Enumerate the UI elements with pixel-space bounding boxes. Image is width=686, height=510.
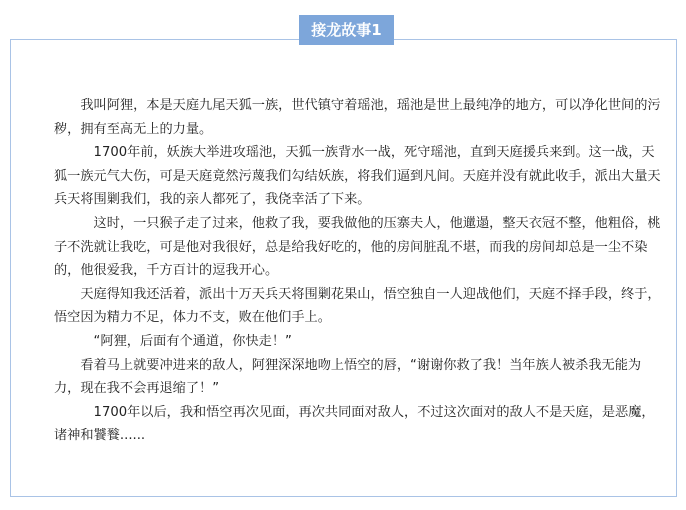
story-paragraph: 这时，一只猴子走了过来，他救了我，要我做他的压寨夫人，他邋遢，整天衣冠不整，他粗俗，桃子不洗就让我吃，可是他对我很好，总是给我好吃的，他的房间脏乱不堪，而我的房间却总是一尘不染的，他很爱我，千方百计的逗我开心。 — [54, 215, 661, 279]
story-body — [54, 94, 667, 448]
story-paragraph: 1700年前，妖族大举进攻瑶池，天狐一族背水一战，死守瑶池，直到天庭援兵来到。这一战，天狐一族元气大伤，可是天庭竟然污蔑我们勾结妖族，将我们逼到凡间。天庭并没有就此收手，派出大量天兵天将围剿我们，我的亲人都死了，我侥幸活了下来。 — [54, 145, 661, 208]
story-title: 接龙故事1 — [299, 15, 394, 45]
story-paragraph: 看着马上就要冲进来的敌人，阿狸深深地吻上悟空的唇，“谢谢你救了我！当年族人被杀我无能为力，现在我不会再退缩了！” — [54, 357, 642, 397]
story-paragraph: 1700年以后，我和悟空再次见面，再次共同面对敌人，不过这次面对的敌人不是天庭，是恶魔，诸神和饕餮...... — [54, 404, 655, 444]
story-paragraph: 天庭得知我还活着，派出十万天兵天将围剿花果山，悟空独自一人迎战他们，天庭不择手段，终于，悟空因为精力不足，体力不支，败在他们手上。 — [54, 286, 661, 326]
story-paragraph: 我叫阿狸，本是天庭九尾天狐一族，世代镇守着瑶池，瑶池是世上最纯净的地方，可以净化世间的污秽，拥有至高无上的力量。 — [54, 98, 661, 137]
story-paragraph: “阿狸，后面有个通道，你快走！” — [54, 333, 292, 349]
